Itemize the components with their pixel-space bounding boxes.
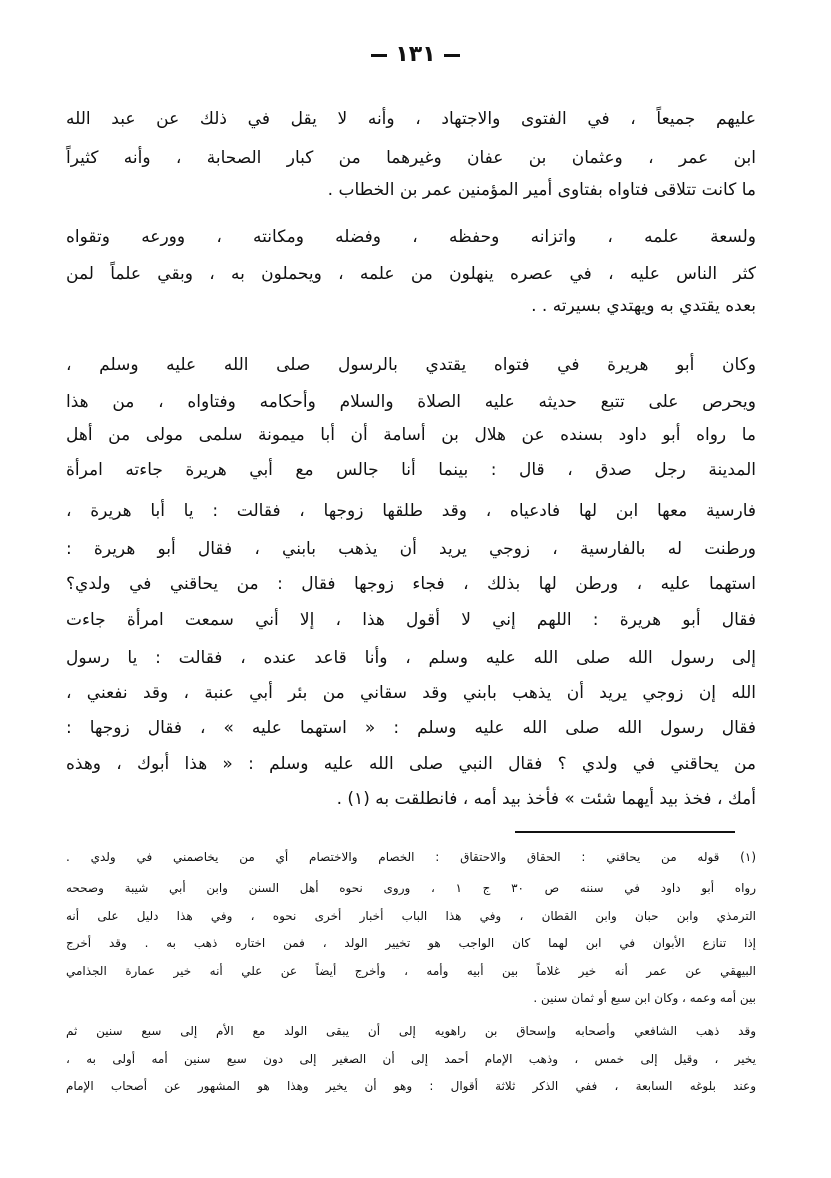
- body-line: من يحاقني في ولدي ؟ فقال النبي صلى الله عليه وسلم : « هذا أبوك ، وهذه: [66, 754, 756, 774]
- body-line: ويحرص على تتبع حديثه عليه الصلاة والسلام وأحكامه وفتاواه ، من هذا: [66, 392, 756, 412]
- body-line: ولسعة علمه ، واتزانه وحفظه ، وفضله ومكانته ، وورعه وتقواه: [66, 227, 756, 247]
- page-number-dash-left: [444, 54, 460, 57]
- page-number-text: ١٣١: [395, 42, 436, 67]
- body-line: ابن عمر ، وعثمان بن عفان وغيرهما من كبار الصحابة ، وأنه كثيراً: [66, 148, 756, 168]
- body-line: المدينة رجل صدق ، قال : بينما أنا جالس مع أبي هريرة جاءته امرأة: [66, 460, 756, 480]
- footnote-line: يخير ، وقيل إلى خمس ، وذهب الإمام أحمد إلى أن الصغير إلى دون سبع سنين أمه أولى به ،: [66, 1052, 756, 1066]
- footnote-line: وعند بلوغه السابعة ، ففي الذكر ثلاثة أقوال : وهو أن يخير وهذا هو المشهور عن أصحاب الإمام: [66, 1079, 756, 1093]
- body-line: بعده يقتدي به ويهتدي بسيرته . .: [531, 296, 756, 316]
- body-line: ما رواه أبو داود بسنده عن هلال بن أسامة أن أبا ميمونة سلمى مولى من أهل: [66, 425, 756, 445]
- body-line: وكان أبو هريرة في فتواه يقتدي بالرسول صلى الله عليه وسلم ،: [66, 355, 756, 375]
- body-line: إلى رسول الله صلى الله عليه وسلم ، وأنا قاعد عنده ، فقالت : يا رسول: [66, 648, 756, 668]
- body-line: فقال أبو هريرة : اللهم إني لا أقول هذا ، إلا أني سمعت امرأة جاءت: [66, 610, 756, 630]
- body-line: استهما عليه ، ورطن لها بذلك ، فجاء زوجها فقال : من يحاقني في ولدي؟: [66, 574, 756, 594]
- page-number-dash-right: [371, 54, 387, 57]
- body-line: فقال رسول الله صلى الله عليه وسلم : « استهما عليه » ، فقال زوجها :: [66, 718, 756, 738]
- footnote-line: وقد ذهب الشافعي وأصحابه وإسحاق بن راهويه إلى أن يبقى الولد مع الأم إلى سبع سنين ثم: [66, 1024, 756, 1038]
- footnote-line: رواه أبو داود في سننه ص ٣٠ ج ١ ، وروى نحوه أهل السنن وابن أبي شيبة وصححه: [66, 881, 756, 895]
- footnote-line: إذا تنازع الأبوان في ابن لهما كان الواجب هو تخيير الولد ، فمن اختاره ذهب به . وقد أخرج: [66, 936, 756, 950]
- body-line: فارسية معها ابن لها فادعياه ، وقد طلقها زوجها ، فقالت : يا أبا هريرة ،: [66, 501, 756, 521]
- footnote-line: الترمذي وابن حبان وابن القطان ، وفي هذا الباب أخبار أخرى نحوه ، وفي هذا دليل على أنه: [66, 909, 756, 923]
- body-line: أمك ، فخذ بيد أيهما شئت » فأخذ بيد أمه ، فانطلقت به (١) .: [336, 789, 756, 809]
- body-line: ما كانت تتلاقى فتاواه بفتاوى أمير المؤمنين عمر بن الخطاب .: [327, 180, 756, 200]
- page-number: [0, 42, 831, 67]
- footnote-line: البيهقي عن عمر أنه خير غلاماً بين أبيه وأمه ، وأخرج أيضاً عن علي أنه خير عمارة الجذامي: [66, 964, 756, 978]
- body-line: الله إن زوجي يريد أن يذهب بابني وقد سقاني من بئر أبي عنبة ، وقد نفعني ،: [66, 683, 756, 703]
- footnote-divider: [515, 831, 735, 833]
- footnote-line: بين أمه وعمه ، وكان ابن سبع أو ثمان سنين .: [533, 991, 756, 1005]
- footnote-line: (١) قوله من يحاقني : الحقاق والاحتقاق : الخصام والاختصام أي من يخاصمني في ولدي .: [66, 850, 756, 864]
- body-line: كثر الناس عليه ، في عصره ينهلون من علمه ، ويحملون به ، وبقي علماً لمن: [66, 264, 756, 284]
- body-line: ورطنت له بالفارسية ، زوجي يريد أن يذهب بابني ، فقال أبو هريرة :: [66, 539, 756, 559]
- body-line: عليهم جميعاً ، في الفتوى والاجتهاد ، وأنه لا يقل في ذلك عن عبد الله: [66, 109, 756, 129]
